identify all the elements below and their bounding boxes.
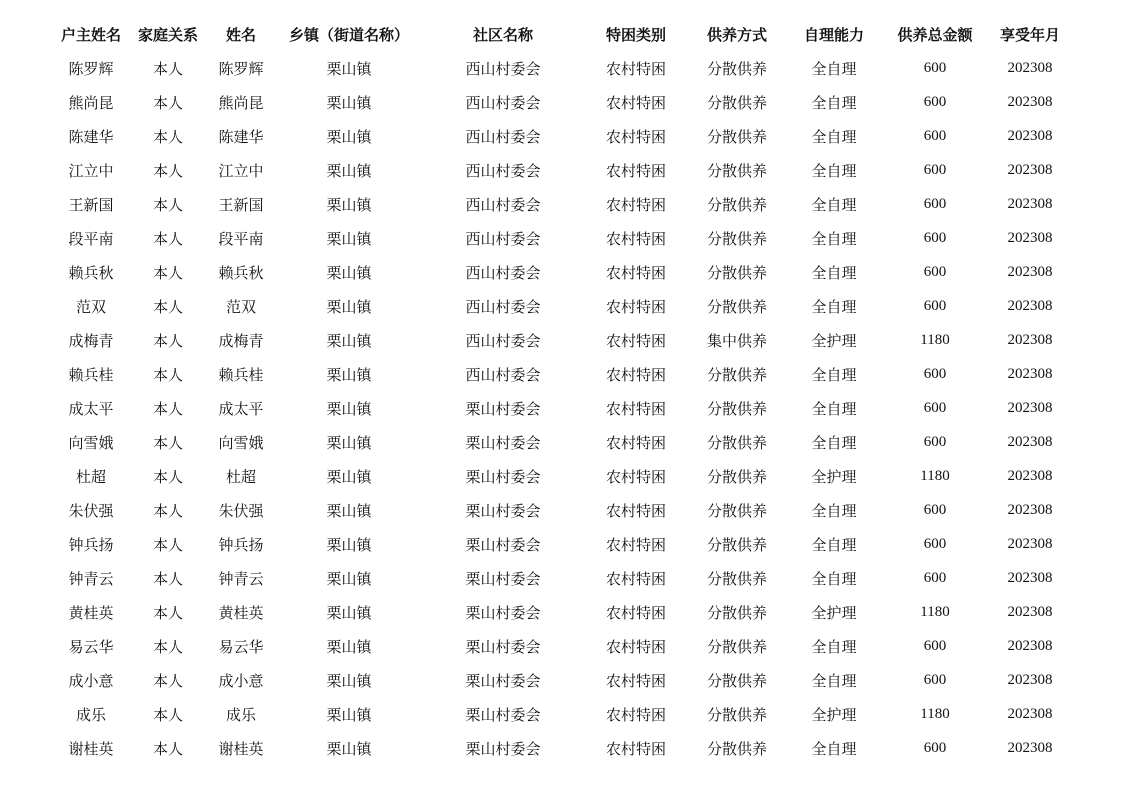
table-row <box>55 459 1075 493</box>
cell-township: 栗山镇 <box>326 195 372 214</box>
assistance-table <box>55 17 1075 765</box>
cell-month: 202308 <box>1007 195 1053 212</box>
col-header-support-mode: 供养方式 <box>706 25 767 44</box>
cell-amount: 600 <box>923 535 947 552</box>
cell-name: 范双 <box>225 297 256 316</box>
cell-relation: 本人 <box>152 705 183 724</box>
cell-name: 江立中 <box>218 161 264 180</box>
cell-name: 向雪娥 <box>218 433 264 452</box>
cell-month: 202308 <box>1007 161 1053 178</box>
cell-month: 202308 <box>1007 671 1053 688</box>
table-row <box>55 425 1075 459</box>
cell-category: 农村特困 <box>605 127 666 146</box>
cell-community: 栗山村委会 <box>465 705 541 724</box>
cell-category: 农村特困 <box>605 263 666 282</box>
cell-support-mode: 集中供养 <box>706 331 767 350</box>
cell-self-care: 全自理 <box>811 569 857 588</box>
cell-township: 栗山镇 <box>326 331 372 350</box>
cell-township: 栗山镇 <box>326 93 372 112</box>
cell-name: 黄桂英 <box>218 603 264 622</box>
cell-amount: 600 <box>923 739 947 756</box>
col-header-amount: 供养总金额 <box>897 25 973 44</box>
cell-category: 农村特困 <box>605 59 666 78</box>
cell-relation: 本人 <box>152 467 183 486</box>
cell-amount: 600 <box>923 263 947 280</box>
cell-amount: 1180 <box>920 331 950 348</box>
table-row <box>55 493 1075 527</box>
table-row <box>55 153 1075 187</box>
cell-relation: 本人 <box>152 637 183 656</box>
cell-category: 农村特困 <box>605 501 666 520</box>
cell-relation: 本人 <box>152 161 183 180</box>
cell-name: 赖兵秋 <box>218 263 264 282</box>
cell-name: 成太平 <box>218 399 264 418</box>
cell-self-care: 全自理 <box>811 127 857 146</box>
cell-householder: 成太平 <box>68 399 114 418</box>
cell-category: 农村特困 <box>605 739 666 758</box>
table-row <box>55 561 1075 595</box>
table-row <box>55 255 1075 289</box>
cell-name: 熊尚昆 <box>218 93 264 112</box>
cell-householder: 成小意 <box>68 671 114 690</box>
cell-amount: 600 <box>923 399 947 416</box>
col-header-relation: 家庭关系 <box>137 25 198 44</box>
cell-month: 202308 <box>1007 569 1053 586</box>
cell-community: 栗山村委会 <box>465 399 541 418</box>
cell-relation: 本人 <box>152 739 183 758</box>
cell-relation: 本人 <box>152 127 183 146</box>
cell-township: 栗山镇 <box>326 229 372 248</box>
cell-category: 农村特困 <box>605 433 666 452</box>
cell-relation: 本人 <box>152 603 183 622</box>
cell-self-care: 全护理 <box>811 331 857 350</box>
document-sheet <box>55 17 1075 765</box>
cell-month: 202308 <box>1007 433 1053 450</box>
cell-support-mode: 分散供养 <box>706 501 767 520</box>
cell-community: 栗山村委会 <box>465 739 541 758</box>
cell-community: 栗山村委会 <box>465 671 541 690</box>
cell-township: 栗山镇 <box>326 535 372 554</box>
cell-name: 赖兵桂 <box>218 365 264 384</box>
cell-name: 朱伏强 <box>218 501 264 520</box>
cell-amount: 1180 <box>920 467 950 484</box>
cell-category: 农村特困 <box>605 671 666 690</box>
cell-category: 农村特困 <box>605 297 666 316</box>
table-row <box>55 221 1075 255</box>
table-row <box>55 697 1075 731</box>
cell-township: 栗山镇 <box>326 603 372 622</box>
cell-support-mode: 分散供养 <box>706 195 767 214</box>
cell-month: 202308 <box>1007 399 1053 416</box>
cell-name: 成乐 <box>225 705 256 724</box>
cell-amount: 600 <box>923 671 947 688</box>
cell-relation: 本人 <box>152 671 183 690</box>
table-row <box>55 731 1075 765</box>
cell-township: 栗山镇 <box>326 365 372 384</box>
table-row <box>55 663 1075 697</box>
cell-householder: 陈建华 <box>68 127 114 146</box>
cell-self-care: 全自理 <box>811 161 857 180</box>
cell-township: 栗山镇 <box>326 263 372 282</box>
cell-support-mode: 分散供养 <box>706 569 767 588</box>
cell-relation: 本人 <box>152 433 183 452</box>
cell-self-care: 全自理 <box>811 671 857 690</box>
cell-self-care: 全自理 <box>811 195 857 214</box>
cell-relation: 本人 <box>152 59 183 78</box>
cell-amount: 1180 <box>920 603 950 620</box>
cell-relation: 本人 <box>152 569 183 588</box>
cell-self-care: 全自理 <box>811 297 857 316</box>
cell-self-care: 全护理 <box>811 705 857 724</box>
cell-self-care: 全自理 <box>811 433 857 452</box>
cell-support-mode: 分散供养 <box>706 365 767 384</box>
cell-amount: 600 <box>923 59 947 76</box>
cell-month: 202308 <box>1007 603 1053 620</box>
cell-self-care: 全自理 <box>811 501 857 520</box>
cell-support-mode: 分散供养 <box>706 127 767 146</box>
cell-self-care: 全自理 <box>811 59 857 78</box>
cell-month: 202308 <box>1007 59 1053 76</box>
cell-amount: 600 <box>923 569 947 586</box>
cell-self-care: 全自理 <box>811 739 857 758</box>
cell-category: 农村特困 <box>605 603 666 622</box>
cell-amount: 1180 <box>920 705 950 722</box>
cell-community: 西山村委会 <box>465 297 541 316</box>
cell-support-mode: 分散供养 <box>706 705 767 724</box>
cell-amount: 600 <box>923 637 947 654</box>
cell-name: 成小意 <box>218 671 264 690</box>
cell-support-mode: 分散供养 <box>706 229 767 248</box>
cell-community: 西山村委会 <box>465 93 541 112</box>
cell-householder: 朱伏强 <box>68 501 114 520</box>
cell-amount: 600 <box>923 297 947 314</box>
cell-township: 栗山镇 <box>326 739 372 758</box>
cell-relation: 本人 <box>152 535 183 554</box>
table-row <box>55 289 1075 323</box>
cell-name: 钟青云 <box>218 569 264 588</box>
cell-support-mode: 分散供养 <box>706 603 767 622</box>
cell-support-mode: 分散供养 <box>706 637 767 656</box>
cell-householder: 段平南 <box>68 229 114 248</box>
cell-township: 栗山镇 <box>326 637 372 656</box>
table-row <box>55 51 1075 85</box>
cell-community: 栗山村委会 <box>465 535 541 554</box>
table-row <box>55 323 1075 357</box>
cell-relation: 本人 <box>152 195 183 214</box>
cell-community: 栗山村委会 <box>465 467 541 486</box>
cell-support-mode: 分散供养 <box>706 297 767 316</box>
cell-support-mode: 分散供养 <box>706 93 767 112</box>
cell-name: 杜超 <box>225 467 256 486</box>
cell-self-care: 全自理 <box>811 93 857 112</box>
cell-township: 栗山镇 <box>326 161 372 180</box>
cell-category: 农村特困 <box>605 399 666 418</box>
cell-name: 成梅青 <box>218 331 264 350</box>
cell-amount: 600 <box>923 195 947 212</box>
cell-amount: 600 <box>923 161 947 178</box>
table-row <box>55 629 1075 663</box>
cell-relation: 本人 <box>152 229 183 248</box>
cell-support-mode: 分散供养 <box>706 59 767 78</box>
cell-relation: 本人 <box>152 263 183 282</box>
cell-householder: 钟青云 <box>68 569 114 588</box>
cell-householder: 黄桂英 <box>68 603 114 622</box>
table-row <box>55 187 1075 221</box>
cell-householder: 赖兵桂 <box>68 365 114 384</box>
cell-householder: 易云华 <box>68 637 114 656</box>
cell-relation: 本人 <box>152 297 183 316</box>
cell-relation: 本人 <box>152 331 183 350</box>
cell-township: 栗山镇 <box>326 569 372 588</box>
cell-month: 202308 <box>1007 127 1053 144</box>
cell-self-care: 全自理 <box>811 263 857 282</box>
cell-month: 202308 <box>1007 739 1053 756</box>
cell-month: 202308 <box>1007 263 1053 280</box>
cell-township: 栗山镇 <box>326 59 372 78</box>
table-row <box>55 391 1075 425</box>
cell-name: 陈建华 <box>218 127 264 146</box>
cell-amount: 600 <box>923 229 947 246</box>
cell-householder: 向雪娥 <box>68 433 114 452</box>
cell-community: 栗山村委会 <box>465 433 541 452</box>
cell-township: 栗山镇 <box>326 433 372 452</box>
cell-support-mode: 分散供养 <box>706 433 767 452</box>
cell-month: 202308 <box>1007 501 1053 518</box>
cell-householder: 江立中 <box>68 161 114 180</box>
cell-month: 202308 <box>1007 297 1053 314</box>
cell-support-mode: 分散供养 <box>706 161 767 180</box>
cell-householder: 成梅青 <box>68 331 114 350</box>
cell-month: 202308 <box>1007 331 1053 348</box>
cell-category: 农村特困 <box>605 365 666 384</box>
cell-householder: 钟兵扬 <box>68 535 114 554</box>
cell-month: 202308 <box>1007 535 1053 552</box>
cell-amount: 600 <box>923 127 947 144</box>
cell-name: 易云华 <box>218 637 264 656</box>
cell-support-mode: 分散供养 <box>706 263 767 282</box>
cell-community: 西山村委会 <box>465 263 541 282</box>
col-header-name: 姓名 <box>225 25 256 44</box>
table-body <box>55 51 1075 765</box>
cell-month: 202308 <box>1007 705 1053 722</box>
col-header-township: 乡镇（街道名称） <box>288 25 409 44</box>
cell-householder: 范双 <box>75 297 106 316</box>
cell-support-mode: 分散供养 <box>706 399 767 418</box>
cell-relation: 本人 <box>152 365 183 384</box>
cell-community: 栗山村委会 <box>465 569 541 588</box>
cell-category: 农村特困 <box>605 569 666 588</box>
cell-support-mode: 分散供养 <box>706 467 767 486</box>
cell-community: 栗山村委会 <box>465 637 541 656</box>
cell-township: 栗山镇 <box>326 501 372 520</box>
table-row <box>55 85 1075 119</box>
cell-householder: 杜超 <box>75 467 106 486</box>
cell-township: 栗山镇 <box>326 127 372 146</box>
cell-community: 西山村委会 <box>465 127 541 146</box>
cell-category: 农村特困 <box>605 637 666 656</box>
cell-self-care: 全自理 <box>811 229 857 248</box>
col-header-householder: 户主姓名 <box>60 25 121 44</box>
cell-householder: 王新国 <box>68 195 114 214</box>
cell-householder: 陈罗辉 <box>68 59 114 78</box>
cell-householder: 成乐 <box>75 705 106 724</box>
cell-amount: 600 <box>923 501 947 518</box>
cell-name: 钟兵扬 <box>218 535 264 554</box>
cell-month: 202308 <box>1007 467 1053 484</box>
cell-relation: 本人 <box>152 93 183 112</box>
cell-township: 栗山镇 <box>326 297 372 316</box>
cell-support-mode: 分散供养 <box>706 739 767 758</box>
cell-category: 农村特困 <box>605 93 666 112</box>
cell-name: 陈罗辉 <box>218 59 264 78</box>
table-header-row <box>55 17 1075 51</box>
cell-householder: 熊尚昆 <box>68 93 114 112</box>
cell-name: 段平南 <box>218 229 264 248</box>
cell-category: 农村特困 <box>605 467 666 486</box>
cell-community: 西山村委会 <box>465 195 541 214</box>
table-row <box>55 527 1075 561</box>
table-row <box>55 357 1075 391</box>
cell-month: 202308 <box>1007 637 1053 654</box>
cell-self-care: 全自理 <box>811 399 857 418</box>
col-header-self-care: 自理能力 <box>803 25 864 44</box>
cell-support-mode: 分散供养 <box>706 671 767 690</box>
cell-community: 栗山村委会 <box>465 603 541 622</box>
cell-community: 西山村委会 <box>465 59 541 78</box>
cell-name: 谢桂英 <box>218 739 264 758</box>
cell-self-care: 全自理 <box>811 365 857 384</box>
cell-category: 农村特困 <box>605 705 666 724</box>
cell-self-care: 全自理 <box>811 637 857 656</box>
cell-category: 农村特困 <box>605 229 666 248</box>
cell-category: 农村特困 <box>605 195 666 214</box>
cell-householder: 赖兵秋 <box>68 263 114 282</box>
cell-name: 王新国 <box>218 195 264 214</box>
col-header-category: 特困类别 <box>605 25 666 44</box>
cell-self-care: 全护理 <box>811 467 857 486</box>
cell-community: 西山村委会 <box>465 229 541 248</box>
cell-community: 栗山村委会 <box>465 501 541 520</box>
cell-relation: 本人 <box>152 501 183 520</box>
cell-month: 202308 <box>1007 365 1053 382</box>
cell-category: 农村特困 <box>605 331 666 350</box>
cell-community: 西山村委会 <box>465 161 541 180</box>
cell-community: 西山村委会 <box>465 365 541 384</box>
cell-amount: 600 <box>923 93 947 110</box>
col-header-community: 社区名称 <box>472 25 533 44</box>
table-row <box>55 595 1075 629</box>
cell-category: 农村特困 <box>605 161 666 180</box>
cell-support-mode: 分散供养 <box>706 535 767 554</box>
cell-category: 农村特困 <box>605 535 666 554</box>
cell-amount: 600 <box>923 433 947 450</box>
cell-amount: 600 <box>923 365 947 382</box>
cell-month: 202308 <box>1007 93 1053 110</box>
cell-self-care: 全护理 <box>811 603 857 622</box>
cell-township: 栗山镇 <box>326 671 372 690</box>
col-header-month: 享受年月 <box>999 25 1060 44</box>
cell-township: 栗山镇 <box>326 705 372 724</box>
cell-self-care: 全自理 <box>811 535 857 554</box>
cell-township: 栗山镇 <box>326 399 372 418</box>
cell-householder: 谢桂英 <box>68 739 114 758</box>
table-row <box>55 119 1075 153</box>
cell-month: 202308 <box>1007 229 1053 246</box>
cell-township: 栗山镇 <box>326 467 372 486</box>
cell-community: 西山村委会 <box>465 331 541 350</box>
cell-relation: 本人 <box>152 399 183 418</box>
